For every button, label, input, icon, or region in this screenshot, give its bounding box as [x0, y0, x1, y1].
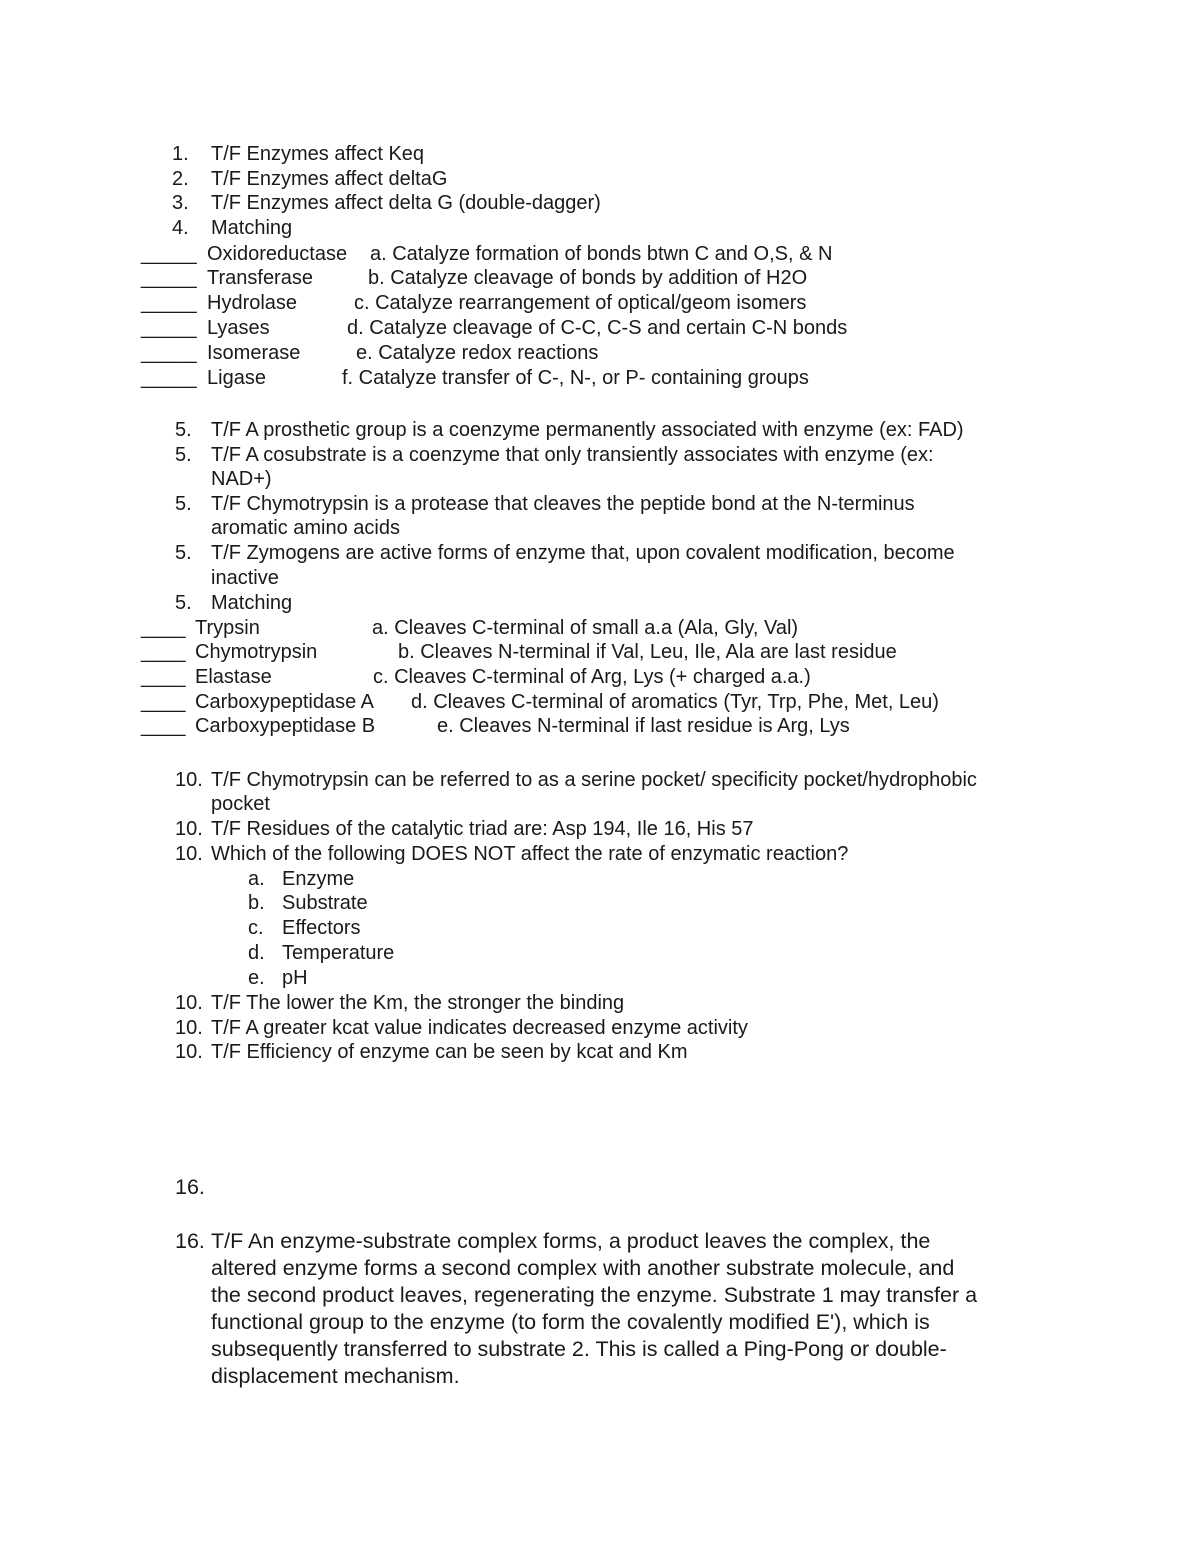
question-number: 5. — [175, 493, 192, 515]
matching-definition: a. Catalyze formation of bonds btwn C and O,S, & N — [370, 243, 833, 265]
question-number: 3. — [172, 192, 189, 214]
question-number: 10. — [175, 1017, 203, 1039]
matching-definition: f. Catalyze transfer of C-, N-, or P- containing groups — [342, 367, 809, 389]
question-number: 10. — [175, 769, 203, 791]
question-text: T/F Chymotrypsin can be referred to as a serine pocket/ specificity pocket/hydrophobic — [211, 769, 977, 791]
matching-term: Carboxypeptidase B — [195, 715, 376, 737]
question-number: 10. — [175, 992, 203, 1014]
option-letter: b. — [248, 892, 265, 914]
question-text: T/F A cosubstrate is a coenzyme that only transiently associates with enzyme (ex: — [211, 444, 934, 466]
question-text: T/F Efficiency of enzyme can be seen by kcat and Km — [211, 1041, 688, 1063]
matching-term: Chymotrypsin — [195, 641, 318, 663]
question-number: 5. — [175, 444, 192, 466]
question-text: functional group to the enzyme (to form the covalently modified E'), which is — [211, 1310, 930, 1334]
matching-term: Carboxypeptidase A — [195, 691, 375, 713]
question-number: 10. — [175, 1041, 203, 1063]
question-text: T/F Enzymes affect delta G (double-dagger) — [211, 192, 601, 214]
matching-definition: c. Cleaves C-terminal of Arg, Lys (+ charged a.a.) — [373, 666, 811, 688]
option-text: Effectors — [282, 917, 361, 939]
question-number: 5. — [175, 592, 192, 614]
option-letter: c. — [248, 917, 264, 939]
question-text: T/F Chymotrypsin is a protease that cleaves the peptide bond at the N-terminus — [211, 493, 915, 515]
option-letter: e. — [248, 967, 265, 989]
answer-blank: _____ — [141, 243, 197, 265]
question-text: aromatic amino acids — [211, 517, 400, 539]
matching-definition: c. Catalyze rearrangement of optical/geom isomers — [354, 292, 807, 314]
matching-definition: e. Cleaves N-terminal if last residue is Arg, Lys — [437, 715, 850, 737]
matching-term: Lyases — [207, 317, 270, 339]
matching-term: Isomerase — [207, 342, 301, 364]
question-text: subsequently transferred to substrate 2. This is called a Ping-Pong or double- — [211, 1337, 947, 1361]
matching-term: Elastase — [195, 666, 272, 688]
matching-term: Oxidoreductase — [207, 243, 348, 265]
question-text: T/F Enzymes affect Keq — [211, 143, 425, 165]
question-text: T/F Enzymes affect deltaG — [211, 168, 448, 190]
option-text: Enzyme — [282, 868, 355, 890]
question-text: NAD+) — [211, 468, 272, 490]
question-text: T/F Residues of the catalytic triad are: Asp 194, Ile 16, His 57 — [211, 818, 754, 840]
matching-term: Hydrolase — [207, 292, 298, 314]
matching-term: Ligase — [207, 367, 266, 389]
matching-definition: d. Cleaves C-terminal of aromatics (Tyr, Trp, Phe, Met, Leu) — [411, 691, 939, 713]
answer-blank: ____ — [141, 617, 186, 639]
option-text: pH — [282, 967, 308, 989]
matching-definition: a. Cleaves C-terminal of small a.a (Ala, Gly, Val) — [372, 617, 799, 639]
question-text: altered enzyme forms a second complex with another substrate molecule, and — [211, 1256, 955, 1280]
question-text: Which of the following DOES NOT affect the rate of enzymatic reaction? — [211, 843, 849, 865]
question-text: Matching — [211, 217, 293, 239]
matching-definition: b. Cleaves N-terminal if Val, Leu, Ile, Ala are last residue — [398, 641, 897, 663]
question-text: T/F Zymogens are active forms of enzyme that, upon covalent modification, become — [211, 542, 955, 564]
answer-blank: ____ — [141, 715, 186, 737]
answer-blank: ____ — [141, 666, 186, 688]
option-text: Temperature — [282, 942, 395, 964]
answer-blank: _____ — [141, 317, 197, 339]
question-text: T/F A greater kcat value indicates decreased enzyme activity — [211, 1017, 748, 1039]
question-number: 5. — [175, 419, 192, 441]
question-text: T/F A prosthetic group is a coenzyme permanently associated with enzyme (ex: FAD) — [211, 419, 964, 441]
answer-blank: _____ — [141, 367, 197, 389]
question-text: inactive — [211, 567, 279, 589]
question-number: 10. — [175, 843, 203, 865]
matching-term: Trypsin — [195, 617, 260, 639]
question-16-empty-number: 16. — [175, 1175, 205, 1199]
question-number: 10. — [175, 818, 203, 840]
question-text: T/F An enzyme-substrate complex forms, a product leaves the complex, the — [211, 1229, 931, 1253]
option-letter: d. — [248, 942, 265, 964]
question-number: 1. — [172, 143, 189, 165]
answer-blank: _____ — [141, 292, 197, 314]
option-letter: a. — [248, 868, 265, 890]
question-text: T/F The lower the Km, the stronger the binding — [211, 992, 625, 1014]
question-number: 2. — [172, 168, 189, 190]
matching-definition: b. Catalyze cleavage of bonds by addition of H2O — [368, 267, 808, 289]
answer-blank: ____ — [141, 641, 186, 663]
question-text: the second product leaves, regenerating the enzyme. Substrate 1 may transfer a — [211, 1283, 978, 1307]
answer-blank: _____ — [141, 267, 197, 289]
question-number: 16. — [175, 1229, 205, 1253]
question-text: Matching — [211, 592, 293, 614]
answer-blank: _____ — [141, 342, 197, 364]
matching-definition: d. Catalyze cleavage of C-C, C-S and certain C-N bonds — [347, 317, 848, 339]
matching-definition: e. Catalyze redox reactions — [356, 342, 599, 364]
option-text: Substrate — [282, 892, 368, 914]
question-number: 4. — [172, 217, 189, 239]
question-text: displacement mechanism. — [211, 1364, 460, 1388]
question-text: pocket — [211, 793, 270, 815]
matching-term: Transferase — [207, 267, 313, 289]
question-number: 5. — [175, 542, 192, 564]
answer-blank: ____ — [141, 691, 186, 713]
